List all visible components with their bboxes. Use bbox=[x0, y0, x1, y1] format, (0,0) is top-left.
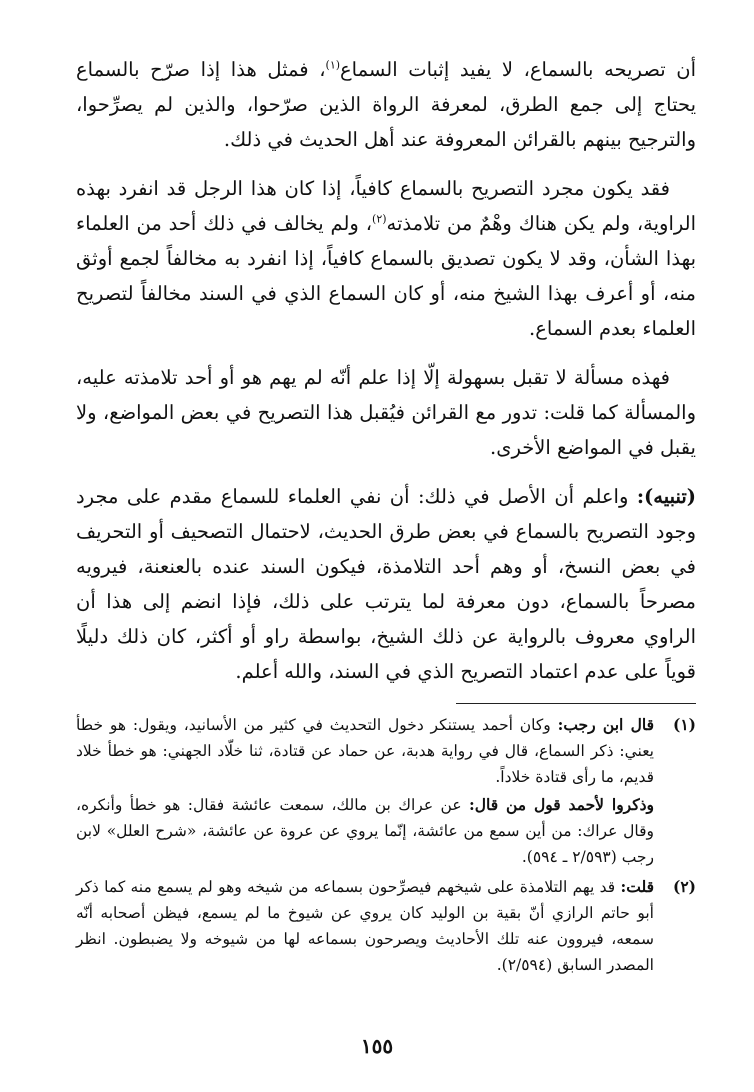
paragraph-3: فهذه مسألة لا تقبل بسهولة إلّا إذا علم أنّه لم يهم هو أو أحد تلامذته عليه، والمسألة كما قلت: تدور مع القرائن فيُقبل هذا التصريح في بعض المواضع، ولا يقبل في المواضع الأخرى. bbox=[76, 366, 696, 459]
footnote-label: قال ابن رجب: bbox=[557, 715, 654, 734]
footnote-text: وكان أحمد يستنكر دخول التحديث في كثير من الأسانيد، ويقول: هو خطأ يعني: ذكر السماع، قال في رواية هدبة، عن حماد عن قتادة، ثنا خلّاد الجهني: هو خطأ خلاد قديم، ما رأى قتادة خلاداً. bbox=[76, 716, 654, 786]
paragraph-4 bbox=[76, 479, 696, 689]
paragraph-1 bbox=[76, 52, 696, 157]
footnote-number: (٢) bbox=[672, 877, 696, 896]
paragraph-1-text-b: ، فمثل هذا إذا صرّح بالسماع يحتاج إلى جمع الطرق، لمعرفة الرواة الذين صرّحوا، والذين لم يصرِّحوا، والترجيح بينهم بالقرائن المعروفة عند أهل الحديث في ذلك. bbox=[76, 58, 696, 151]
footnote-text: عن عراك بن مالك، سمعت عائشة فقال: هو خطأ وأنكره، وقال عراك: من أين سمع من عائشة، إنّما يروي عن عروة عن عائشة، «شرح العلل» لابن رجب (٢/٥٩٣ ـ ٥٩٤). bbox=[76, 796, 654, 866]
paragraph-2-text-a: فقد يكون مجرد التصريح بالسماع كافياً، إذا كان هذا الرجل قد انفرد بهذه الراوية، ولم يكن هناك وهْمٌ من تلامذته bbox=[76, 177, 697, 235]
footnote-ref-2[interactable]: (٢) bbox=[372, 212, 387, 226]
tanbih-label: (تنبيه): bbox=[636, 485, 696, 508]
footnote-1-part-b bbox=[76, 792, 654, 870]
main-text bbox=[76, 52, 696, 703]
footnote-2-part-a bbox=[76, 874, 654, 978]
footnote-2 bbox=[76, 874, 696, 978]
footnote-1 bbox=[76, 712, 696, 870]
footnote-text: قد يهم التلامذة على شيخهم فيصرِّحون بسماعه من شيخه وهو لم يسمع منه كما ذكر أبو حاتم الرازي أنّ بقية بن الوليد كان يروي عن شيوخ ما لم يسمع، فيظن أصحابه أنّه سمعه، فيروون عنه تلك الأحاديث ويصرحون بسماعه لها من شيوخه ولا يضبطون. انظر المصدر السابق (٢/٥٩٤). bbox=[76, 878, 654, 974]
paragraph-1-text-a: أن تصريحه بالسماع، لا يفيد إثبات السماع bbox=[340, 58, 697, 81]
paragraph-2-text-b: ، ولم يخالف في ذلك أحد من العلماء بهذا الشأن، وقد لا يكون تصديق بالسماع كافياً، إذا انفرد به مخالفاً لجمع أوثق منه، أو أعرف بهذا الشيخ منه، أو كان السماع الذي في السند مخالفاً لتصريح العلماء بعدم السماع. bbox=[76, 212, 696, 340]
footnotes bbox=[76, 712, 696, 982]
footnote-label: قلت: bbox=[620, 877, 654, 896]
footnote-label: وذكروا لأحمد قول من قال: bbox=[468, 795, 655, 814]
paragraph-4-text: واعلم أن الأصل في ذلك: أن نفي العلماء للسماع مقدم على مجرد وجود التصريح بالسماع في بعض طرق الحديث، لاحتمال التصحيف أو التحريف في بعض النسخ، أو وهم أحد التلامذة، فيكون السند عنده بالعنعنة، فيرويه مصرحاً بالسماع، دون معرفة لما يترتب على ذلك، فإذا انضم إلى هذا أن الراوي معروف بالرواية عن ذلك الشيخ، بواسطة راو أو أكثر، كان ذلك دليلًا قوياً على عدم اعتماد التصريح الذي في السند، والله أعلم. bbox=[76, 485, 696, 683]
paragraph-2 bbox=[76, 171, 696, 346]
footnote-ref-1[interactable]: (١) bbox=[325, 58, 341, 72]
footnote-1-part-a bbox=[76, 712, 654, 790]
footnote-number: (١) bbox=[672, 715, 696, 734]
footnote-divider bbox=[456, 703, 696, 704]
page-number: ١٥٥ bbox=[360, 1034, 394, 1058]
